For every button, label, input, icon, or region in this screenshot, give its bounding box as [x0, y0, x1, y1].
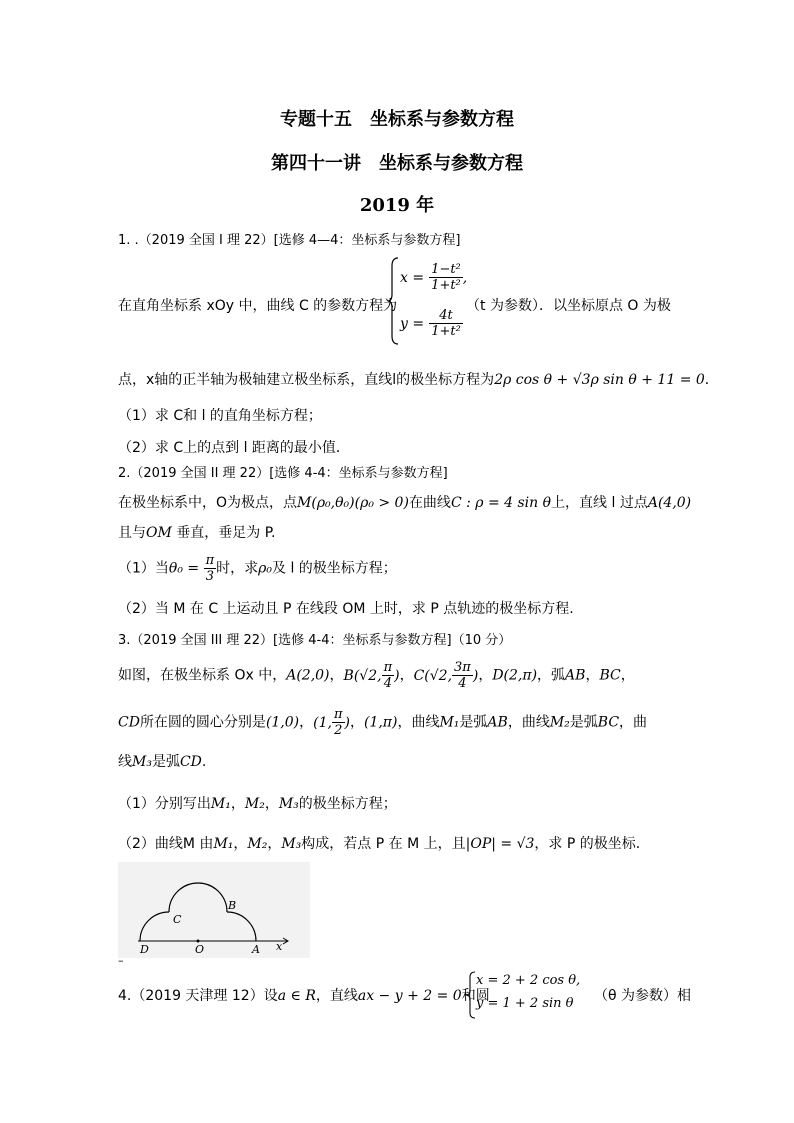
left-brace-icon: [466, 971, 476, 1019]
q2-part1-c: 时，求: [216, 560, 259, 577]
q1-part1: （1）求 C和 l 的直角坐标方程；: [118, 408, 322, 424]
stray-mark: –: [118, 954, 124, 967]
q3-header: 3.（2019 全国 III 理 22）[选修 4-4：坐标系与参数方程]（10 分）: [118, 633, 512, 648]
q3-point-D: D(2,π): [492, 667, 538, 684]
q3-line3-a: 线: [118, 754, 132, 770]
q2-line1-c: 在曲线: [408, 495, 451, 511]
q3-arc-AB: AB: [565, 667, 586, 684]
polar-arcs-figure: [118, 862, 310, 958]
q2-part1-a: （1）当: [118, 560, 169, 577]
label-x: x: [276, 940, 283, 953]
q3-center-1: (1,0): [265, 714, 300, 731]
q3-figure: [118, 862, 310, 958]
q4-mid: ，直线: [315, 988, 358, 1004]
q3-line1-a: 如图，在极坐标系 Ox 中，: [118, 667, 287, 684]
q2-part2: （2）当 M 在 C 上运动且 P 在线段 OM 上时，求 P 点轨迹的极坐标方程.: [118, 601, 574, 617]
q3-line2-f: 是弧: [569, 714, 598, 731]
q3-part1-b: 的极坐标方程；: [298, 796, 397, 812]
q2-line2-c: 垂直，垂足为 P.: [171, 525, 276, 541]
q4-tail: （θ 为参数）相: [594, 988, 692, 1004]
label-O: O: [195, 943, 205, 956]
q2-OM: OM: [146, 525, 172, 541]
q3-M3-arc: CD: [179, 754, 202, 770]
q2-curve-C: C : ρ = 4 sin θ: [450, 495, 552, 511]
q1-header: 1. .（2019 全国 I 理 22）[选修 4—4：坐标系与参数方程]: [118, 233, 461, 248]
label-A: A: [252, 943, 260, 956]
q2-line1-e: 上，直线 l 过点: [551, 495, 648, 511]
q3-center-3: (1,π): [363, 714, 398, 731]
q3-point-C: C(√2, $\frac{3\pi}{4}$ ): [413, 660, 479, 691]
label-C: C: [173, 913, 182, 926]
q3-point-B: B(√2, $\frac{\pi}{4}$ ): [343, 660, 400, 691]
lecture-title: 第四十一讲 坐标系与参数方程: [271, 153, 523, 174]
q4-a-in-R: a ∈ R: [277, 988, 316, 1004]
q3-line2-d: 是弧: [459, 714, 488, 731]
q2-line2-a: 且与: [118, 525, 146, 541]
q1-x-fraction: $\frac{\text{1−t²}}{\text{1+t²}}$: [431, 262, 461, 293]
q3-line2-g: ，曲: [619, 714, 648, 731]
q3-line2-c: ，曲线: [397, 714, 440, 731]
q3-M1: M₁: [439, 714, 460, 731]
q1-part2: （2）求 C上的点到 l 距离的最小值．: [118, 440, 350, 456]
q4-circle-system: [466, 971, 596, 1019]
q2-rho0: ρ₀: [258, 560, 272, 577]
q3-line3-d: .: [201, 754, 207, 770]
q3-line3-b: 是弧: [151, 754, 180, 770]
q3-line1-b: ，弧: [537, 667, 566, 684]
topic-title: 专题十五 坐标系与参数方程: [280, 109, 514, 130]
arc-BC: [169, 883, 227, 912]
arc-AB: [227, 912, 256, 941]
q3-OP: |OP| = √3: [465, 836, 535, 852]
arc-CD: [140, 912, 169, 941]
q3-part2-d: ，求 P 的极坐标.: [534, 836, 641, 852]
q2-point-M: M(ρ₀,θ₀)(ρ₀ > 0): [297, 495, 409, 511]
label-B: B: [228, 899, 237, 912]
label-D: D: [140, 943, 149, 956]
q3-part2-b: 构成，若点 P 在 M 上，且: [301, 836, 466, 852]
q4-head: 4.（2019 天津理 12）设: [118, 988, 278, 1004]
q2-line1-a: 在极坐标系中，O为极点，点: [118, 495, 298, 511]
q4-x-eq: x = 2 + 2 cos θ,: [476, 973, 581, 988]
q1-x-lhs: x =: [400, 270, 425, 286]
q3-line2-b: 所在圆的圆心分别是: [139, 714, 266, 731]
year-title: 2019 年: [359, 195, 435, 216]
q4-y-eq: y = 1 + 2 sin θ: [476, 996, 574, 1011]
q1-param-system: x = $\frac{\text{1−t²}}{\text{1+t²}}$ , y = $\frac{4t}{\text{1+t²}}$: [388, 256, 463, 346]
q3-center-2: (1, $\frac{\pi}{2}$ ): [313, 707, 350, 738]
q3-M1-arc: AB: [487, 714, 508, 731]
q1-intro: 在直角坐标系 xOy 中，曲线 C 的参数方程为: [118, 298, 398, 314]
q1-line2-text: 点，x轴的正半轴为极轴建立极坐标系，直线l的极坐标方程为: [118, 372, 495, 388]
q3-part2-a: （2）曲线M 由: [118, 836, 214, 852]
q2-pi-over-3: $\frac{\pi}{3}$: [205, 553, 215, 584]
q3-M2: M₂: [549, 714, 570, 731]
q3-point-A: A(2,0): [286, 667, 330, 684]
q1-y-fraction: $\frac{4t}{\text{1+t²}}$: [431, 308, 461, 339]
q2-header: 2.（2019 全国 II 理 22）[选修 4-4：坐标系与参数方程]: [118, 466, 448, 481]
q1-intro-tail: （t 为参数）．以坐标原点 O 为极: [466, 298, 671, 314]
q3-arc-BC: BC: [599, 667, 621, 684]
q2-part1-e: 及 l 的极坐标方程；: [272, 560, 397, 577]
q3-M2-arc: BC: [597, 714, 620, 731]
q1-line-equation: 2ρ cos θ + √3ρ sin θ + 11 = 0: [494, 372, 705, 388]
q2-point-A: A(4,0): [647, 495, 692, 511]
q3-part1-a: （1）分别写出: [118, 796, 211, 812]
q1-line2-end: ．: [704, 372, 719, 388]
q3-line2-e: ，曲线: [507, 714, 550, 731]
q4-line-eq: ax − y + 2 = 0: [357, 988, 462, 1004]
q2-theta0: θ₀ =: [168, 560, 200, 577]
q3-M3: M₃: [132, 754, 152, 770]
q4-mid2: 和圆: [461, 988, 490, 1004]
q1-y-lhs: y =: [400, 316, 425, 332]
q3-arc-CD: CD: [118, 714, 140, 731]
left-brace-icon: [388, 256, 400, 346]
